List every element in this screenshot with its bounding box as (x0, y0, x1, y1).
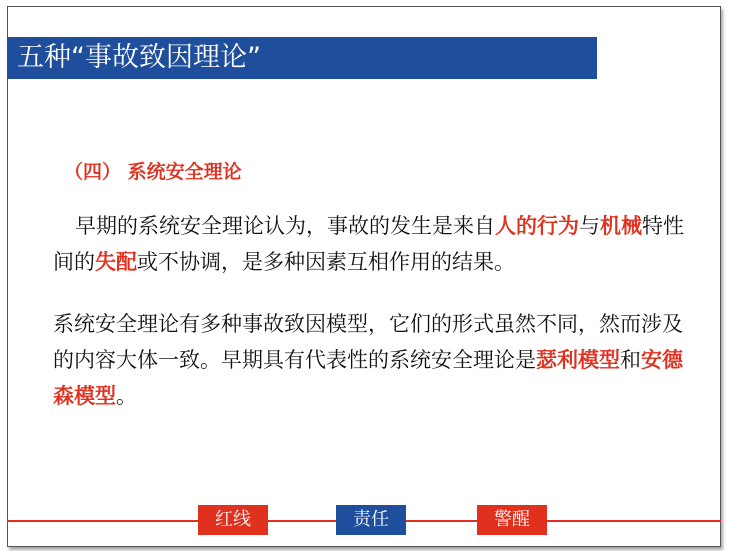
p2-text-2: 和 (620, 348, 641, 372)
p1-highlight-human-behavior: 人的行为 (495, 214, 579, 238)
p1-highlight-mismatch: 失配 (95, 250, 137, 274)
p2-highlight-surry-model: 瑟利模型 (536, 348, 620, 372)
p1-text-4: 或不协调，是多种因素互相作用的结果。 (137, 250, 515, 274)
redline-button[interactable]: 红线 (198, 505, 268, 535)
slide-title: 五种“事故致因理论” (7, 37, 597, 79)
p2-text-1: 系统安全理论有多种事故致因模型，它们的形式虽然不同，然而涉及的内容大体一致。早期具有代表性的系统安全理论是 (53, 312, 683, 372)
warning-button[interactable]: 警醒 (477, 505, 547, 535)
paragraph-1 (53, 208, 703, 280)
p1-text-2: 与 (579, 214, 600, 238)
section-heading: （四） 系统安全理论 (64, 161, 242, 183)
p2-highlight-anderson-model: 安德森模型 (53, 348, 683, 408)
p1-text-3: 特性间的 (53, 214, 684, 274)
p2-text-3: 。 (116, 384, 137, 408)
p1-text-1: 早期的系统安全理论认为，事故的发生是来自 (75, 214, 495, 238)
p1-highlight-machine: 机械 (600, 214, 642, 238)
responsibility-button[interactable]: 责任 (336, 505, 406, 535)
paragraph-2 (53, 306, 703, 414)
